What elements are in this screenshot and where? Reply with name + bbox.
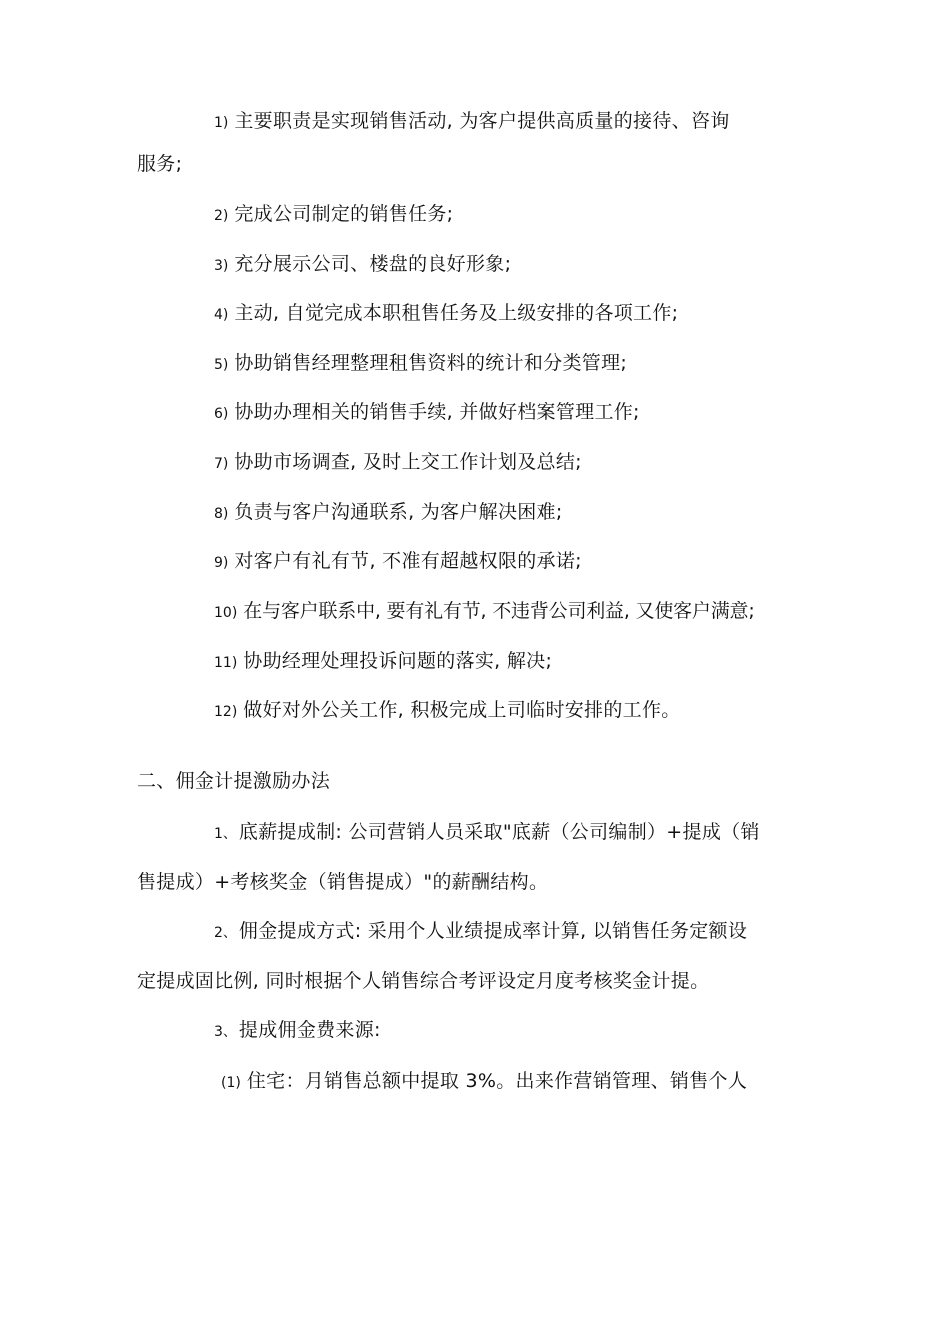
duty-item-4	[214, 300, 678, 328]
duty-text: 协助办理相关的销售手续, 并做好档案管理工作;	[234, 401, 640, 423]
duty-text: 负责与客户沟通联系, 为客户解决困难;	[234, 501, 563, 523]
duty-number: 7)	[214, 456, 229, 472]
duty-item-10	[214, 598, 755, 626]
duty-item-3	[214, 251, 511, 279]
duty-text: 充分展示公司、楼盘的良好形象;	[234, 253, 512, 275]
section-item-3	[214, 1017, 381, 1045]
item-text: 佣金提成方式: 采用个人业绩提成率计算, 以销售任务定额设	[238, 920, 748, 942]
section-item-2-continuation: 定提成固比例, 同时根据个人销售综合考评设定月度考核奖金计提。	[137, 970, 710, 992]
duty-item-5	[214, 350, 627, 378]
duty-item-9	[214, 548, 582, 576]
item-number: 2、	[214, 925, 237, 941]
section-item-1	[214, 819, 760, 847]
duty-text: 主要职责是实现销售活动, 为客户提供高质量的接待、咨询	[234, 110, 730, 132]
section-item-1-continuation: 售提成）+考核奖金（销售提成）"的薪酬结构。	[137, 871, 549, 893]
item-number: 1、	[214, 826, 237, 842]
duty-item-8	[214, 499, 563, 527]
duty-number: 11)	[214, 655, 238, 671]
duty-text: 主动, 自觉完成本职租售任务及上级安排的各项工作;	[234, 302, 679, 324]
duty-number: 8)	[214, 506, 229, 522]
duty-number: 6)	[214, 406, 229, 422]
duty-text: 在与客户联系中, 要有礼有节, 不违背公司利益, 又使客户满意;	[243, 600, 755, 622]
duty-number: 2)	[214, 208, 229, 224]
duty-text: 对客户有礼有节, 不准有超越权限的承诺;	[234, 550, 582, 572]
item-text: 提成佣金费来源:	[238, 1019, 381, 1041]
duty-item-1	[214, 108, 730, 136]
duty-text: 协助销售经理整理租售资料的统计和分类管理;	[234, 352, 628, 374]
item-text: 底薪提成制: 公司营销人员采取"底薪（公司编制）+提成（销	[238, 821, 760, 843]
duty-number: 10)	[214, 605, 238, 621]
duty-text: 协助市场调查, 及时上交工作计划及总结;	[234, 451, 582, 473]
duty-item-6	[214, 399, 640, 427]
duty-number: 12)	[214, 704, 238, 720]
duty-number: 9)	[214, 555, 229, 571]
duty-item-7	[214, 449, 582, 477]
item-number: 3、	[214, 1024, 237, 1040]
duty-item-12	[214, 697, 681, 725]
duty-item-1-continuation	[137, 151, 182, 177]
duty-number: 4)	[214, 307, 229, 323]
duty-item-2	[214, 201, 453, 229]
duty-number: 5)	[214, 357, 229, 373]
duty-item-11	[214, 648, 552, 676]
duty-text: 做好对外公关工作, 积极完成上司临时安排的工作。	[243, 699, 681, 721]
section-item-2	[214, 918, 747, 946]
subitem-text: 住宅：月销售总额中提取 3%。出来作营销管理、销售个人	[246, 1070, 748, 1092]
section-heading: 二、佣金计提激励办法	[137, 770, 331, 792]
duty-text: 完成公司制定的销售任务;	[234, 203, 454, 225]
subitem-1	[221, 1068, 747, 1096]
duty-number: 1)	[214, 115, 229, 131]
subitem-number: (1)	[221, 1075, 241, 1091]
duty-number: 3)	[214, 258, 229, 274]
duty-text: 协助经理处理投诉问题的落实, 解决;	[243, 650, 553, 672]
duty-text: 服务;	[137, 153, 183, 175]
